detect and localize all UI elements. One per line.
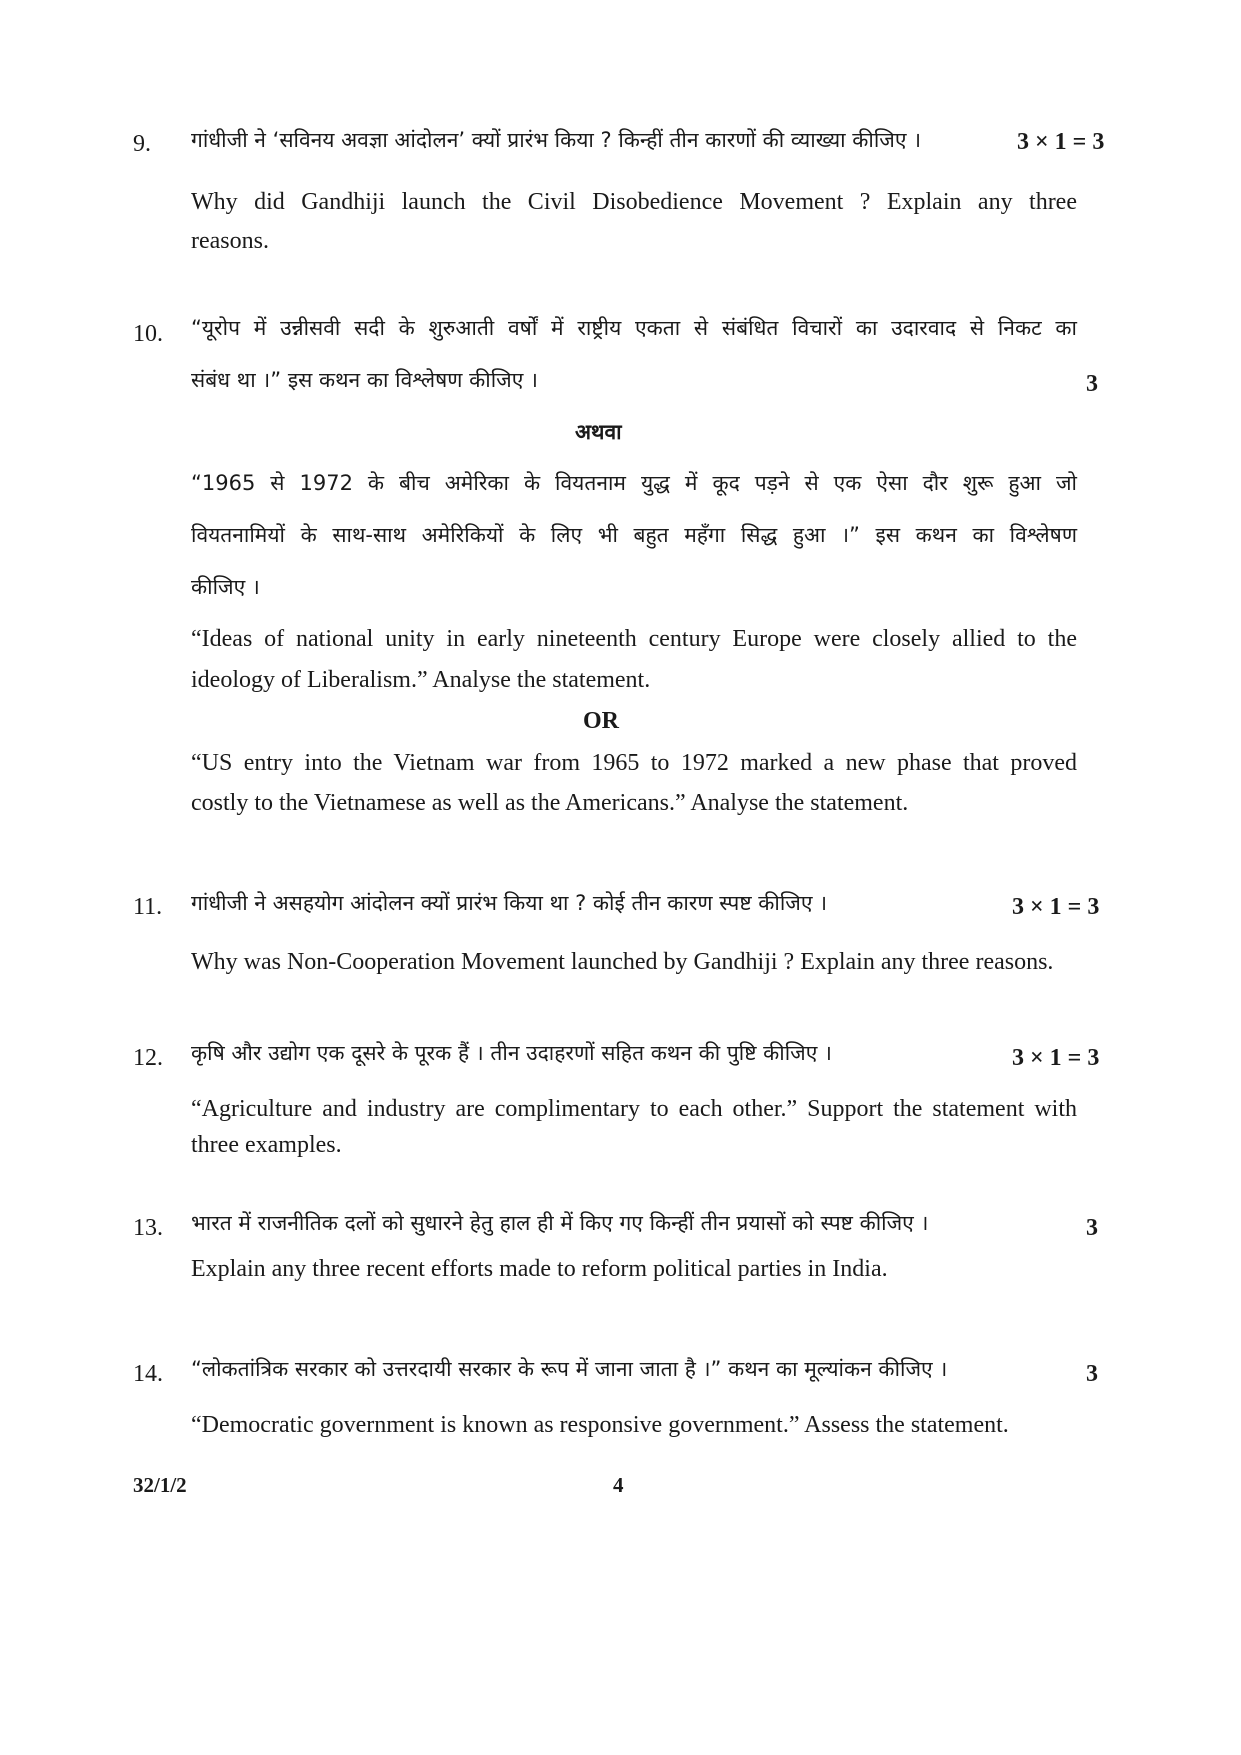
question-english-alt-text: “US entry into the Vietnam war from 1965 to 1972 marked a new phase that proved — [191, 750, 1077, 776]
question-hindi-text: “यूरोप में उन्नीसवी सदी के शुरुआती वर्षों में राष्ट्रीय एकता से संबंधित विचारों का उदारवाद से निकट का — [191, 316, 1077, 340]
question-english-alt-text: costly to the Vietnamese as well as the Americans.” Analyse the statement. — [191, 790, 909, 816]
question-english-text: Why did Gandhiji launch the Civil Disobedience Movement ? Explain any three — [191, 189, 1077, 215]
question-marks: 3 × 1 = 3 — [1012, 894, 1100, 920]
question-hindi-text: “लोकतांत्रिक सरकार को उत्तरदायी सरकार के रूप में जाना जाता है ।” कथन का मूल्यांकन कीजिए । — [191, 1357, 948, 1381]
question-english-text: “Democratic government is known as responsive government.” Assess the statement. — [191, 1412, 1009, 1438]
question-marks: 3 × 1 = 3 — [1017, 129, 1105, 155]
question-hindi-text: भारत में राजनीतिक दलों को सुधारने हेतु हाल ही में किए गए किन्हीं तीन प्रयासों को स्पष्ट कीजिए । — [191, 1211, 929, 1235]
question-english-text: reasons. — [191, 228, 269, 254]
question-hindi-alt-text: “1965 से 1972 के बीच अमेरिका के वियतनाम युद्ध में कूद पड़ने से एक ऐसा दौर शुरू हुआ जो — [191, 471, 1077, 495]
question-hindi-text: कृषि और उद्योग एक दूसरे के पूरक हैं । तीन उदाहरणों सहित कथन की पुष्टि कीजिए । — [191, 1041, 832, 1065]
question-number: 12. — [133, 1045, 163, 1071]
question-marks: 3 × 1 = 3 — [1012, 1045, 1100, 1071]
question-english-text: three examples. — [191, 1132, 342, 1158]
question-english-text: Explain any three recent efforts made to reform political parties in India. — [191, 1256, 888, 1282]
question-marks: 3 — [1086, 371, 1098, 397]
question-hindi-alt-text: कीजिए । — [191, 575, 260, 599]
question-english-text: ideology of Liberalism.” Analyse the statement. — [191, 667, 651, 693]
or-separator-english: OR — [583, 708, 619, 734]
question-hindi-text: गांधीजी ने ‘सविनय अवज्ञा आंदोलन’ क्यों प्रारंभ किया ? किन्हीं तीन कारणों की व्याख्या कीजिए । — [191, 128, 922, 152]
question-number: 9. — [133, 131, 151, 157]
question-number: 10. — [133, 321, 163, 347]
question-number: 14. — [133, 1361, 163, 1387]
question-marks: 3 — [1086, 1215, 1098, 1241]
page-number: 4 — [613, 1473, 624, 1497]
question-number: 11. — [133, 894, 163, 920]
question-hindi-alt-text: वियतनामियों के साथ-साथ अमेरिकियों के लिए भी बहुत महँगा सिद्ध हुआ ।” इस कथन का विश्लेषण — [191, 523, 1077, 547]
question-hindi-text: संबंध था ।” इस कथन का विश्लेषण कीजिए । — [191, 368, 538, 392]
question-hindi-text: गांधीजी ने असहयोग आंदोलन क्यों प्रारंभ किया था ? कोई तीन कारण स्पष्ट कीजिए । — [191, 891, 828, 915]
paper-code: 32/1/2 — [133, 1473, 187, 1497]
question-english-text: “Ideas of national unity in early nineteenth century Europe were closely allied to the — [191, 626, 1077, 652]
or-separator-hindi: अथवा — [575, 420, 622, 444]
question-english-text: “Agriculture and industry are complimentary to each other.” Support the statement with — [191, 1096, 1077, 1122]
question-marks: 3 — [1086, 1361, 1098, 1387]
question-english-text: Why was Non-Cooperation Movement launched by Gandhiji ? Explain any three reasons. — [191, 949, 1054, 975]
question-number: 13. — [133, 1215, 163, 1241]
